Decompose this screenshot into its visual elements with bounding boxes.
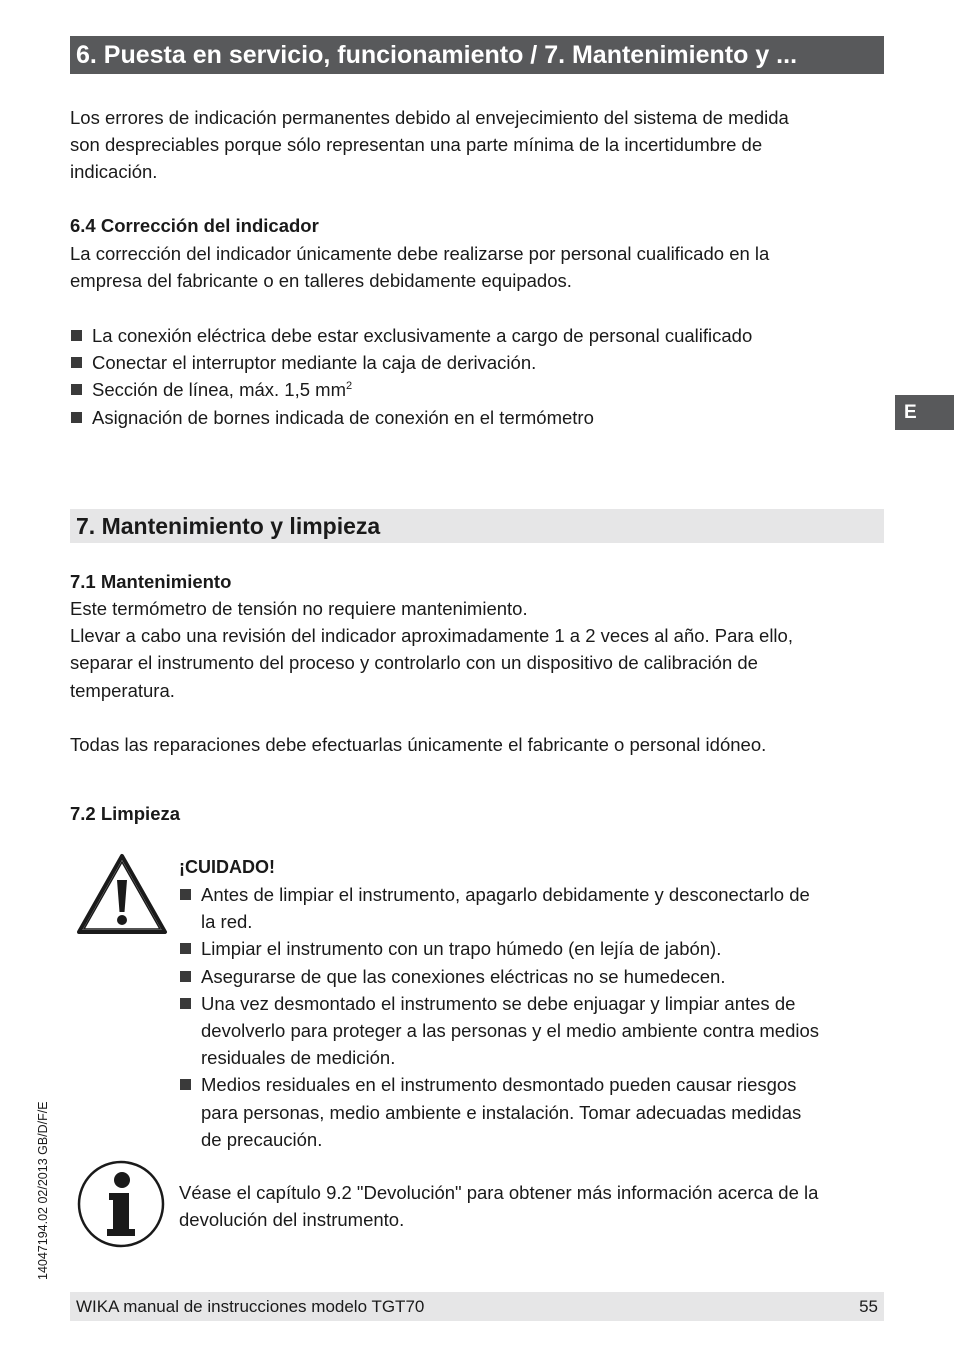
- info-icon: [76, 1159, 166, 1249]
- superscript: 2: [345, 380, 353, 393]
- language-tab: E: [895, 395, 954, 430]
- square-bullet-icon: [71, 357, 82, 368]
- intro-paragraph: [70, 104, 880, 186]
- intro-line: Los errores de indicación permanentes debido al envejecimiento del sistema de medida: [70, 107, 789, 128]
- section-7-1-paragraph: [70, 595, 880, 704]
- square-bullet-icon: [180, 1079, 191, 1090]
- repairs-paragraph: Todas las reparaciones debe efectuarlas únicamente el fabricante o personal idóneo.: [70, 734, 767, 755]
- paragraph-line: Véase el capítulo 9.2 "Devolución" para obtener más información acerca de la: [179, 1182, 819, 1203]
- section-6-4-bullets: [70, 322, 880, 431]
- square-bullet-icon: [180, 998, 191, 1009]
- list-item: Una vez desmontado el instrumento se debe enjuagar y limpiar antes de devolverlo para proteger a las personas y el medio ambiente contra medios residuales de medición.: [179, 990, 884, 1072]
- list-item: La conexión eléctrica debe estar exclusivamente a cargo de personal cualificado: [70, 322, 880, 349]
- list-item: Asegurarse de que las conexiones eléctricas no se humedecen.: [179, 963, 884, 990]
- footer-title: WIKA manual de instrucciones modelo TGT70: [76, 1297, 425, 1316]
- list-item: Medios residuales en el instrumento desmontado pueden causar riesgos para personas, medio ambiente e instalación. Tomar adecuadas medidas de precaución.: [179, 1071, 884, 1153]
- list-item: Asignación de bornes indicada de conexión en el termómetro: [70, 404, 880, 431]
- section-6-4-title: 6.4 Corrección del indicador: [70, 215, 319, 236]
- paragraph-line: empresa del fabricante o en talleres debidamente equipados.: [70, 270, 572, 292]
- list-item: Antes de limpiar el instrumento, apagarlo debidamente y desconectarlo de la red.: [179, 881, 884, 935]
- paragraph-line: Este termómetro de tensión no requiere mantenimiento.: [70, 598, 528, 619]
- intro-line: son despreciables porque sólo representan una parte mínima de la incertidumbre de: [70, 134, 763, 156]
- paragraph-line: separar el instrumento del proceso y controlarlo con un dispositivo de calibración de: [70, 652, 758, 674]
- warning-triangle-icon: [75, 852, 169, 936]
- section-7-2-title: 7.2 Limpieza: [70, 803, 181, 824]
- section-7-1-title: 7.1 Mantenimiento: [70, 571, 232, 592]
- paragraph-line: Llevar a cabo una revisión del indicador aproximadamente 1 a 2 veces al año. Para ello,: [70, 625, 793, 647]
- square-bullet-icon: [180, 971, 191, 982]
- page-number: 55: [859, 1297, 878, 1316]
- section-7-title: 7. Mantenimiento y limpieza: [70, 509, 884, 543]
- info-paragraph: [179, 1179, 884, 1233]
- square-bullet-icon: [71, 412, 82, 423]
- list-item: Conectar el interruptor mediante la caja de derivación.: [70, 349, 880, 376]
- section-6-4-paragraph: [70, 240, 880, 294]
- page-header-title: 6. Puesta en servicio, funcionamiento / 7. Mantenimiento y ...: [70, 36, 884, 74]
- cleaning-bullets: [179, 881, 884, 1153]
- square-bullet-icon: [180, 943, 191, 954]
- caution-title: ¡CUIDADO!: [179, 857, 275, 877]
- document-code: 14047194.02 02/2013 GB/D/F/E: [36, 1101, 50, 1280]
- square-bullet-icon: [71, 384, 82, 395]
- page-footer: [70, 1292, 884, 1321]
- list-item: Sección de línea, máx. 1,5 $mm^2$: [70, 376, 880, 403]
- paragraph-line: devolución del instrumento.: [179, 1209, 405, 1231]
- paragraph-line: temperatura.: [70, 679, 175, 701]
- square-bullet-icon: [180, 889, 191, 900]
- paragraph-line: La corrección del indicador únicamente debe realizarse por personal cualificado en la: [70, 243, 770, 264]
- list-item: Limpiar el instrumento con un trapo húmedo (en lejía de jabón).: [179, 935, 884, 962]
- square-bullet-icon: [71, 330, 82, 341]
- intro-line: indicación.: [70, 161, 158, 183]
